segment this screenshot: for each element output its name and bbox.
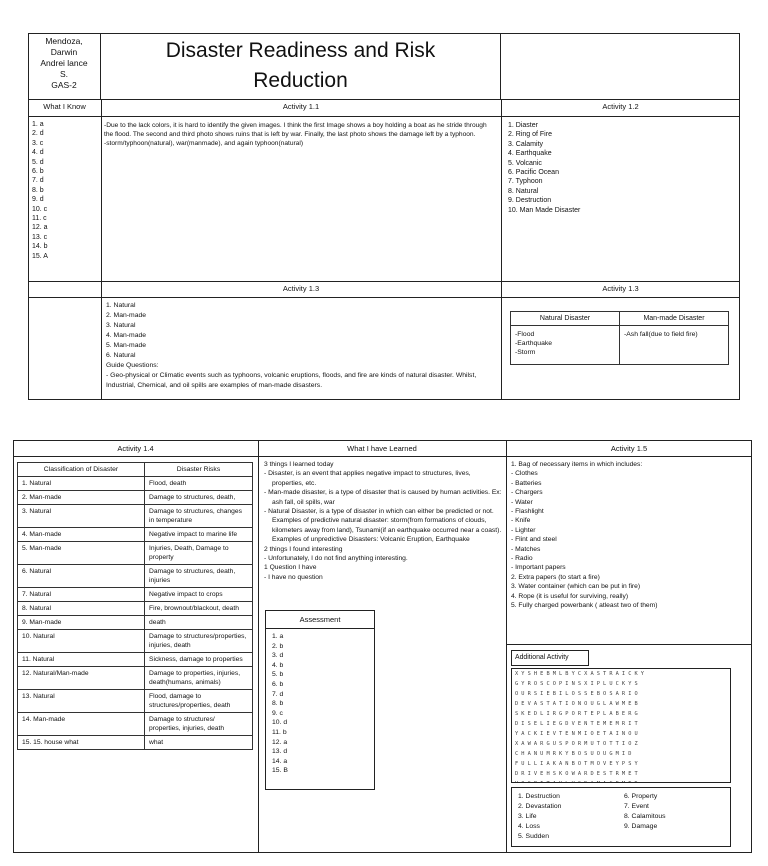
- additional-activity-label: Additional Activity: [511, 650, 589, 666]
- col-divider: [258, 440, 259, 853]
- answer-item: 1. a: [272, 633, 284, 640]
- answer-item: 4. b: [272, 661, 284, 669]
- word-search-row: XAWARGUSPORMUTOTTIOZ: [515, 741, 641, 747]
- row-divider: [28, 281, 740, 282]
- row-divider: [28, 297, 740, 298]
- word-item: 3. Life: [518, 813, 537, 820]
- table-row: [18, 491, 253, 505]
- word-list-col-1: [518, 792, 561, 842]
- manmade-disaster-cell: [620, 326, 729, 365]
- classification-cell: 8. Natural: [18, 602, 145, 616]
- classification-cell: 1. Natural: [18, 477, 145, 491]
- what-i-learned-header: What I have Learned: [347, 444, 417, 453]
- col-divider: [501, 99, 502, 400]
- col-divider: [101, 99, 102, 400]
- what-i-know-header: What I Know: [43, 102, 86, 111]
- risk-cell: Damage to structures, death, injuries: [145, 565, 253, 588]
- bag-item: - Chargers: [511, 489, 543, 497]
- answer-item: 11. c: [32, 215, 47, 223]
- answer-item: 9. d: [32, 196, 44, 204]
- answer-item: 6. b: [272, 680, 284, 688]
- list-item: 2. Man-made: [106, 312, 147, 319]
- list-item: 4. Rope (it is useful for surviving, really): [511, 592, 629, 600]
- table-row: [18, 565, 253, 588]
- table-row: [18, 667, 253, 690]
- word-search-row: DEVASTATIONOUGLAWMEB: [515, 701, 641, 707]
- activity-1-3-header-b: Activity 1.3: [602, 284, 639, 293]
- classification-cell: 2. Man-made: [18, 491, 145, 505]
- risk-cell: Flood, death: [145, 477, 253, 491]
- classification-cell: 4. Man-made: [18, 528, 145, 542]
- bag-item: - Clothes: [511, 470, 538, 478]
- list-item: 3. Calamity: [508, 140, 544, 148]
- answer-item: 8. b: [272, 700, 284, 708]
- answer-item: 3. d: [272, 652, 284, 660]
- table-row: [18, 653, 253, 667]
- risk-cell: Sickness, damage to properties: [145, 653, 253, 667]
- table-row: [18, 588, 253, 602]
- table-row: [18, 713, 253, 736]
- activity-1-1-paragraph: -Due to the lack colors, it is hard to identify the given images. I think the first Image shows a boy holding a boat as he stride through the flood. The second and third photo shows ruins that is left by war. Finally, the last photo shows the damage left by a typhoon.: [104, 122, 487, 139]
- answer-item: 12. a: [272, 738, 288, 746]
- word-item: 7. Event: [624, 803, 649, 810]
- learned-line: 1 Question I have: [264, 564, 317, 572]
- answer-item: 1. a: [32, 121, 44, 128]
- list-item: 5. Man-made: [106, 342, 147, 349]
- answer-item: 11. b: [272, 728, 287, 736]
- title-line-1: Disaster Readiness and Risk: [165, 39, 436, 62]
- list-item: 3. Water container (which can be put in fire): [511, 583, 641, 591]
- activity-1-3-header: Activity 1.3: [282, 284, 320, 293]
- word-item: 2. Devastation: [518, 803, 562, 810]
- answer-item: 9. c: [272, 709, 283, 717]
- natural-item: -Earthquake: [515, 340, 553, 347]
- bag-item: - Lighter: [511, 526, 536, 534]
- bag-item: - Matches: [511, 545, 541, 553]
- classification-cell: 11. Natural: [18, 653, 145, 667]
- list-item: 9. Destruction: [508, 197, 552, 205]
- answer-item: 2. d: [32, 130, 44, 138]
- word-search-row: XYSHEBMLBYCXASTRAICKY: [515, 671, 648, 677]
- word-search-row: DRIVEHSKOWARDESTRMET: [515, 771, 641, 777]
- natural-item: -Storm: [515, 349, 536, 356]
- student-line: Andrei lance: [40, 58, 88, 68]
- guide-questions-label: Guide Questions:: [106, 362, 159, 369]
- word-item: 1. Destruction: [518, 793, 560, 800]
- risk-cell: Damage to structures/ properties, injuries, death: [145, 713, 253, 736]
- assessment-answers: [266, 629, 374, 779]
- classification-cell: 6. Natural: [18, 565, 145, 588]
- word-search-row: DISELIEGDVENTEMEMRIT: [515, 721, 641, 727]
- answer-item: 5. b: [272, 671, 284, 679]
- word-item: 8. Calamitous: [624, 813, 666, 820]
- student-line: S.: [59, 69, 69, 79]
- activity-1-3-content: [106, 301, 498, 391]
- word-search-row: FULLIAKANBOTMOVEYPSY: [515, 761, 641, 767]
- activity-1-4-table: [17, 462, 253, 750]
- answer-item: 14. a: [272, 757, 288, 765]
- list-item: 6. Natural: [106, 352, 136, 359]
- list-item: 10. Man Made Disaster: [508, 206, 581, 214]
- list-item: 1. Natural: [106, 302, 136, 309]
- word-search-row: OURSIEBILOSSEBOSARIO: [515, 691, 641, 697]
- classification-cell: 15. 15. house what: [18, 736, 145, 750]
- answer-item: 10. c: [32, 205, 48, 213]
- natural-item: -Flood: [515, 331, 535, 338]
- word-item: 9. Damage: [624, 823, 658, 830]
- risk-cell: Injuries, Death, Damage to property: [145, 542, 253, 565]
- word-search-row: [515, 779, 730, 783]
- answer-item: 15. A: [32, 252, 48, 260]
- assessment-box: [265, 610, 375, 790]
- list-item: 2. Extra papers (to start a fire): [511, 573, 600, 581]
- learned-line: - Disaster, is an event that applies negative impact to structures, lives, properties, etc.: [264, 470, 471, 487]
- answer-item: 6. b: [32, 168, 44, 176]
- answer-item: 7. d: [32, 177, 44, 185]
- assessment-header: Assessment: [266, 611, 374, 629]
- learned-line: 2 things I found interesting: [264, 545, 343, 553]
- answer-item: 15. B: [272, 767, 288, 775]
- bag-items: [511, 469, 747, 572]
- risk-cell: Damage to structures/properties, injuries, death: [145, 630, 253, 653]
- word-item: 4. Loss: [518, 823, 540, 830]
- word-item: 6. Property: [624, 793, 658, 800]
- learned-line: - I have no question: [264, 573, 323, 581]
- word-search-row: CHANUMRKYBOSUOUGMID: [515, 751, 635, 757]
- bag-item: - Batteries: [511, 479, 542, 487]
- table-row: [18, 542, 253, 565]
- answer-item: 7. d: [272, 690, 284, 698]
- answer-item: 13. c: [32, 233, 48, 241]
- classification-cell: 10. Natural: [18, 630, 145, 653]
- table-row: [18, 616, 253, 630]
- answer-item: 14. b: [32, 243, 48, 251]
- activity-1-5-header: Activity 1.5: [610, 444, 648, 453]
- student-line: Mendoza,: [45, 36, 83, 46]
- natural-disaster-col: Natural Disaster: [511, 312, 620, 326]
- what-i-learned-content: [264, 460, 502, 582]
- word-search-row: YACKIEVTENMIOETAINOU: [515, 731, 641, 737]
- risk-cell: Negative impact to marine life: [145, 528, 253, 542]
- answer-item: 5. d: [32, 158, 44, 166]
- list-item: 3. Natural: [106, 322, 136, 329]
- classification-col: Classification of Disaster: [18, 463, 145, 477]
- activity-1-4-header: Activity 1.4: [117, 444, 154, 453]
- risk-cell: death: [145, 616, 253, 630]
- extra-items: [511, 573, 747, 611]
- answer-item: 3. c: [32, 139, 44, 147]
- bag-item: - Water: [511, 498, 533, 506]
- table-row: [18, 505, 253, 528]
- word-search-row: GYROSCOPINSXIPLUCKYS: [515, 681, 641, 687]
- natural-disaster-cell: [511, 326, 620, 365]
- activity-1-3-list: [106, 301, 498, 361]
- list-item: 8. Natural: [508, 187, 539, 195]
- word-item: 5. Sudden: [518, 833, 549, 840]
- classification-cell: 3. Natural: [18, 505, 145, 528]
- classification-cell: 9. Man-made: [18, 616, 145, 630]
- answer-item: 10. d: [272, 719, 288, 727]
- manmade-disaster-col: Man-made Disaster: [620, 312, 729, 326]
- risk-cell: Damage to structures, changes in temperature: [145, 505, 253, 528]
- guide-questions-text: - Geo-physical or Climatic events such as typhoons, volcanic eruptions, floods, and fire are kinds of natural disaster. Whilst, Industrial, Chemical, and oil spills are examples of man-made disasters.: [106, 372, 477, 389]
- risk-cell: Fire, brownout/blackout, death: [145, 602, 253, 616]
- table-row: [18, 528, 253, 542]
- activity-1-1-text: [104, 121, 496, 149]
- list-item: 5. Fully charged powerbank ( atleast two of them): [511, 602, 658, 610]
- activity-1-3-table: [510, 311, 729, 365]
- table-row: [18, 690, 253, 713]
- classification-cell: 7. Natural: [18, 588, 145, 602]
- disaster-risks-col: Disaster Risks: [145, 463, 253, 477]
- row-divider: [28, 116, 740, 117]
- word-list-col-2: [624, 792, 666, 832]
- word-search-rows: [515, 669, 730, 783]
- answer-item: 12. a: [32, 224, 48, 232]
- word-list-box: [511, 787, 731, 847]
- bag-item: - Flint and steel: [511, 536, 557, 544]
- learned-line: - Man-made disaster, is a type of disaster that is caused by human activities. Ex: ash fall, oil spills, war: [264, 489, 502, 506]
- answer-item: 4. d: [32, 149, 44, 157]
- activity-1-1-paragraph: -storm/typhoon(natural), war(manmade), and again typhoon(natural): [104, 140, 304, 148]
- answer-item: 2. b: [272, 642, 284, 650]
- list-item: 4. Earthquake: [508, 150, 552, 158]
- student-name: [28, 33, 101, 99]
- list-item: 6. Pacific Ocean: [508, 169, 559, 177]
- student-line: Darwin: [50, 47, 78, 57]
- learned-line: - Natural Disaster, is a type of disaster in which can either be predicted or not. Examples of predictive natural disaster: storm(from formations of clouds, kilometers away from land), Tsunami(if an earthquake occurred near a coast). Examples of unpredictive Disasters: Volcanic Eruption, Earthquake: [264, 508, 502, 544]
- activity-1-5-content: [511, 460, 747, 611]
- list-item: 1. Diaster: [508, 122, 538, 129]
- answer-item: 8. b: [32, 186, 44, 194]
- risk-cell: Flood, damage to structures/properties, death: [145, 690, 253, 713]
- word-search-grid: [511, 668, 731, 783]
- page-title: [101, 33, 501, 99]
- classification-cell: 12. Natural/Man-made: [18, 667, 145, 690]
- classification-cell: 13. Natural: [18, 690, 145, 713]
- row-divider: [13, 456, 752, 457]
- bag-item: - Flashlight: [511, 508, 544, 516]
- header-divider: [28, 99, 740, 100]
- answer-item: 13. d: [272, 748, 288, 756]
- student-line: GAS-2: [51, 80, 77, 90]
- row-divider: [506, 644, 752, 645]
- bag-intro: 1. Bag of necessary items in which includes:: [511, 461, 643, 468]
- table-row: [18, 477, 253, 491]
- list-item: 5. Volcanic: [508, 159, 542, 167]
- risk-cell: Damage to properties, injuries, death(humans, animals): [145, 667, 253, 690]
- list-item: 4. Man-made: [106, 332, 147, 339]
- list-item: 2. Ring of Fire: [508, 131, 552, 139]
- bag-item: - Radio: [511, 555, 533, 563]
- bag-item: - Important papers: [511, 564, 566, 572]
- activity-1-1-header: Activity 1.1: [282, 102, 320, 111]
- table-row: [18, 736, 253, 750]
- manmade-item: -Ash fall(due to field fire): [624, 331, 698, 338]
- risk-cell: what: [145, 736, 253, 750]
- title-line-2: Reduction: [253, 69, 348, 92]
- what-i-know-answers: [32, 120, 98, 261]
- classification-cell: 5. Man-made: [18, 542, 145, 565]
- bag-item: - Knife: [511, 517, 531, 525]
- list-item: 7. Typhoon: [508, 178, 543, 186]
- table-row: [18, 602, 253, 616]
- table-row: [18, 630, 253, 653]
- activity-1-2-list: [508, 121, 736, 215]
- learned-line: 3 things I learned today: [264, 461, 334, 468]
- col-divider: [506, 440, 507, 853]
- activity-1-2-header: Activity 1.2: [602, 102, 639, 111]
- learned-line: - Unfortunately, I do not find anything interesting.: [264, 555, 408, 563]
- risk-cell: Damage to structures, death,: [145, 491, 253, 505]
- classification-cell: 14. Man-made: [18, 713, 145, 736]
- risk-cell: Negative impact to crops: [145, 588, 253, 602]
- word-search-row: SKEDLIRGPORTEPLABERG: [515, 711, 641, 717]
